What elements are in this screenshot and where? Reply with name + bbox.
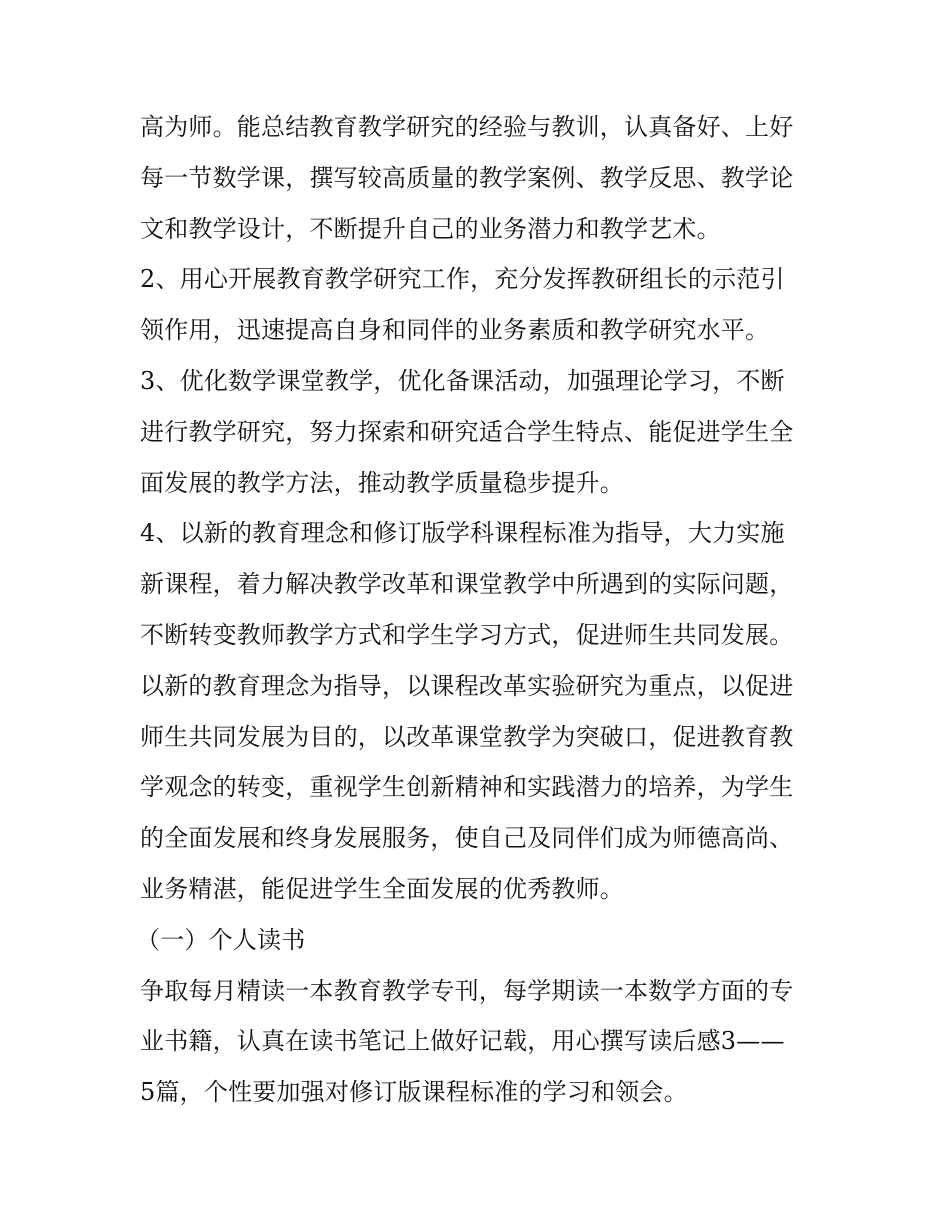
- text-line: 学观念的转变，重视学生创新精神和实践潜力的培养，为学生: [140, 773, 794, 802]
- text-line: 5篇，个性要加强对修订版课程标准的学习和领会。: [140, 1078, 688, 1107]
- text-line: 师生共同发展为目的，以改革课堂教学为突破口，促进教育教: [140, 722, 794, 751]
- text-line: 每一节数学课，撰写较高质量的教学案例、教学反思、教学论: [140, 163, 794, 192]
- text-line: 争取每月精读一本教育教学专刊，每学期读一本数学方面的专: [140, 976, 794, 1005]
- text-line: 2、用心开展教育教学研究工作，充分发挥教研组长的示范引: [140, 265, 785, 294]
- text-line: 文和教学设计，不断提升自己的业务潜力和教学艺术。: [140, 214, 721, 243]
- text-line: 进行教学研究，努力探索和研究适合学生特点、能促进学生全: [140, 417, 794, 446]
- text-line: 面发展的教学方法，推动教学质量稳步提升。: [140, 468, 624, 497]
- section-heading: （一）个人读书: [136, 925, 306, 954]
- text-line: 高为师。能总结教育教学研究的经验与教训，认真备好、上好: [140, 113, 794, 141]
- text-line: 3、优化数学课堂教学，优化备课活动，加强理论学习，不断: [140, 366, 785, 395]
- text-line: 以新的教育理念为指导，以课程改革实验研究为重点，以促进: [140, 671, 794, 700]
- text-line: 新课程，着力解决教学改革和课堂教学中所遇到的实际问题，: [140, 570, 794, 599]
- text-line: 业书籍，认真在读书笔记上做好记载，用心撰写读后感3——: [140, 1027, 785, 1056]
- text-line: 4、以新的教育理念和修订版学科课程标准为指导，大力实施: [140, 519, 785, 548]
- text-line: 不断转变教师教学方式和学生学习方式，促进师生共同发展。: [140, 620, 794, 649]
- text-line: 业务精湛，能促进学生全面发展的优秀教师。: [140, 874, 624, 903]
- text-line: 的全面发展和终身发展服务，使自己及同伴们成为师德高尚、: [140, 824, 794, 853]
- document-page: [136, 102, 820, 1118]
- text-line: 领作用，迅速提高自身和同伴的业务素质和教学研究水平。: [140, 316, 770, 345]
